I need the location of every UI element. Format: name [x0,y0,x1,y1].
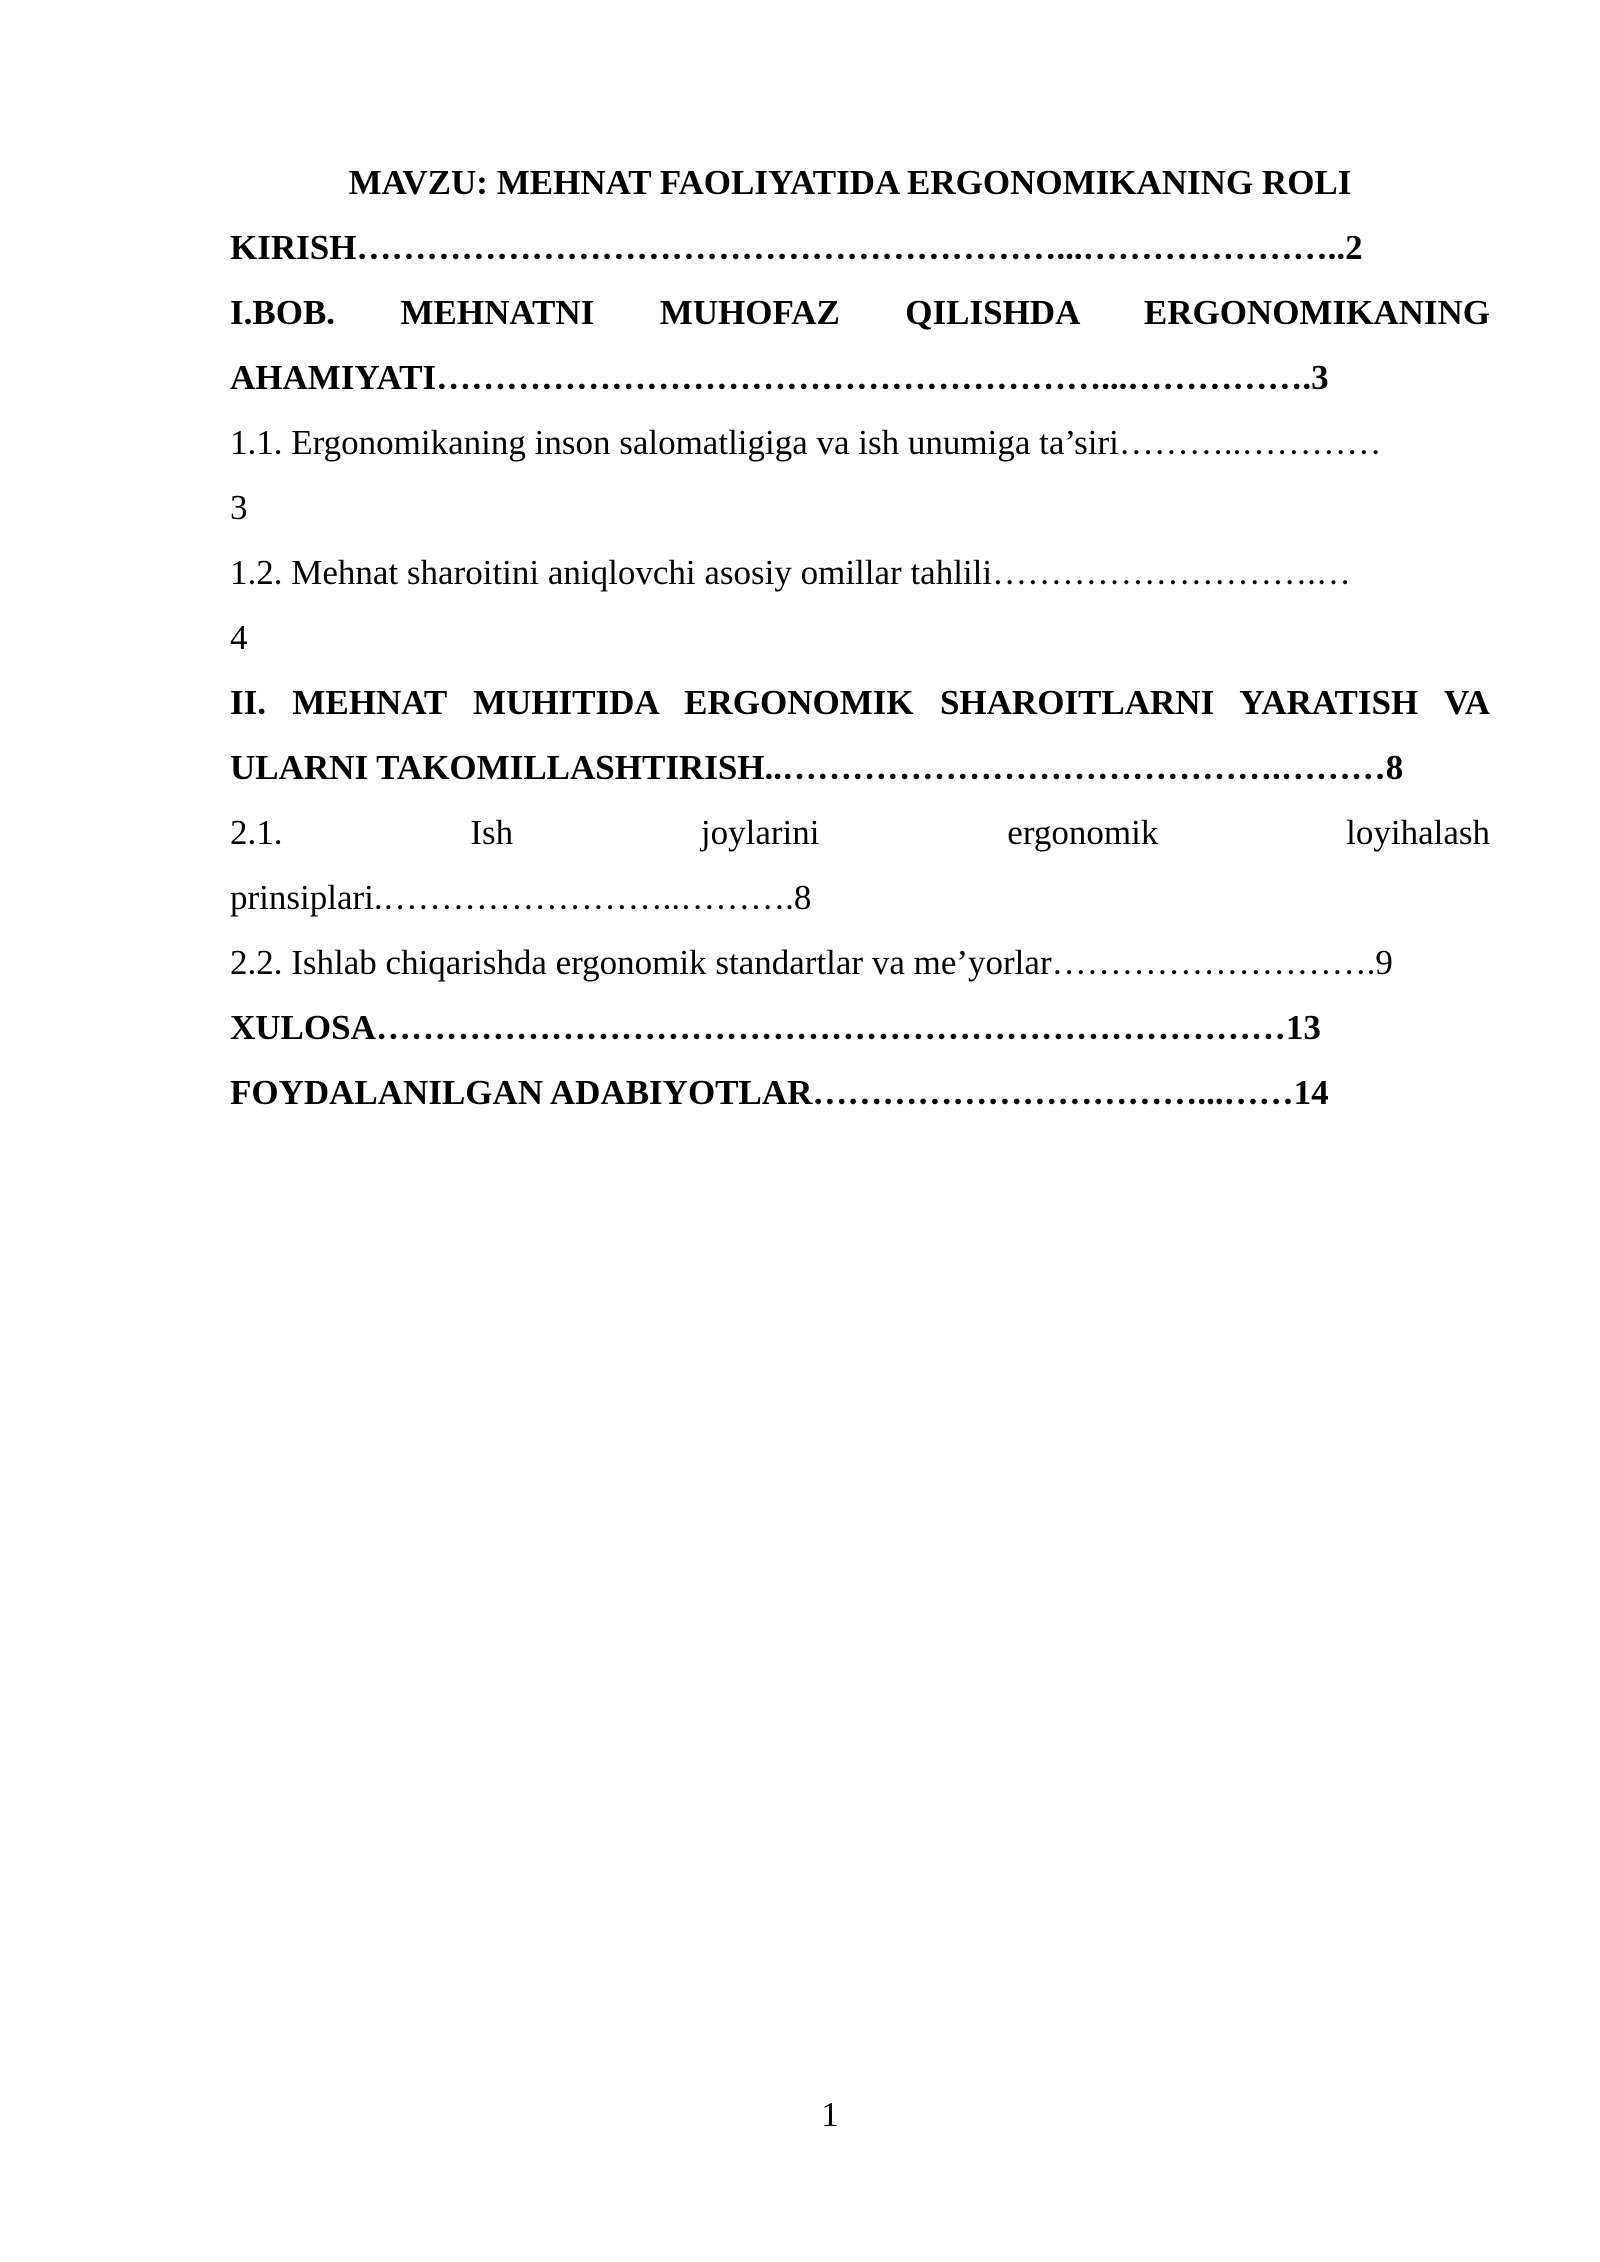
toc-entry-references: FOYDALANILGAN ADABIYOTLAR……………………………...……14 [230,1073,1329,1112]
document-page [230,150,1490,1125]
toc-entry-chapter-1-line-1: I.BOB. MEHNATNI MUHOFAZ QILISHDA ERGONOMIKANING [230,293,1490,332]
toc-entry-section-2-2: 2.2. Ishlab chiqarishda ergonomik standartlar va me’yorlar……………………….9 [230,943,1393,982]
toc-entry-section-1-2-page: 4 [230,618,248,657]
toc-entry-section-1-2: 1.2. Mehnat sharoitini aniqlovchi asosiy omillar tahlili……………………….… [230,553,1351,592]
document-title: MAVZU: MEHNAT FAOLIYATIDA ERGONOMIKANING ROLI [348,163,1352,202]
toc-entry-section-2-1-cont: prinsiplari.……………………..……….8 [230,878,812,917]
toc-entry-section-2-1: 2.1. Ish joylarini ergonomik loyihalash [230,813,1490,852]
toc-entry-section-1-1: 1.1. Ergonomikaning inson salomatligiga va ish unumiga ta’siri………..………… [230,423,1382,462]
toc-entry-kirish: KIRISH……………………………………………………...…………………..2 [230,228,1363,267]
toc-entry-chapter-1-line-2: AHAMIYATI…………………………………………………...…………….3 [230,358,1329,397]
toc-entry-xulosa: XULOSA……………………………………………………………………13 [230,1008,1321,1047]
page-number: 1 [821,2095,839,2134]
toc-entry-chapter-2-line-2: ULARNI TAKOMILLASHTIRISH..…………………………………….………8 [230,748,1404,787]
toc-entry-section-1-1-page: 3 [230,488,248,527]
toc-entry-chapter-2-line-1: II. MEHNAT MUHITIDA ERGONOMIK SHAROITLARNI YARATISH VA [230,683,1490,722]
